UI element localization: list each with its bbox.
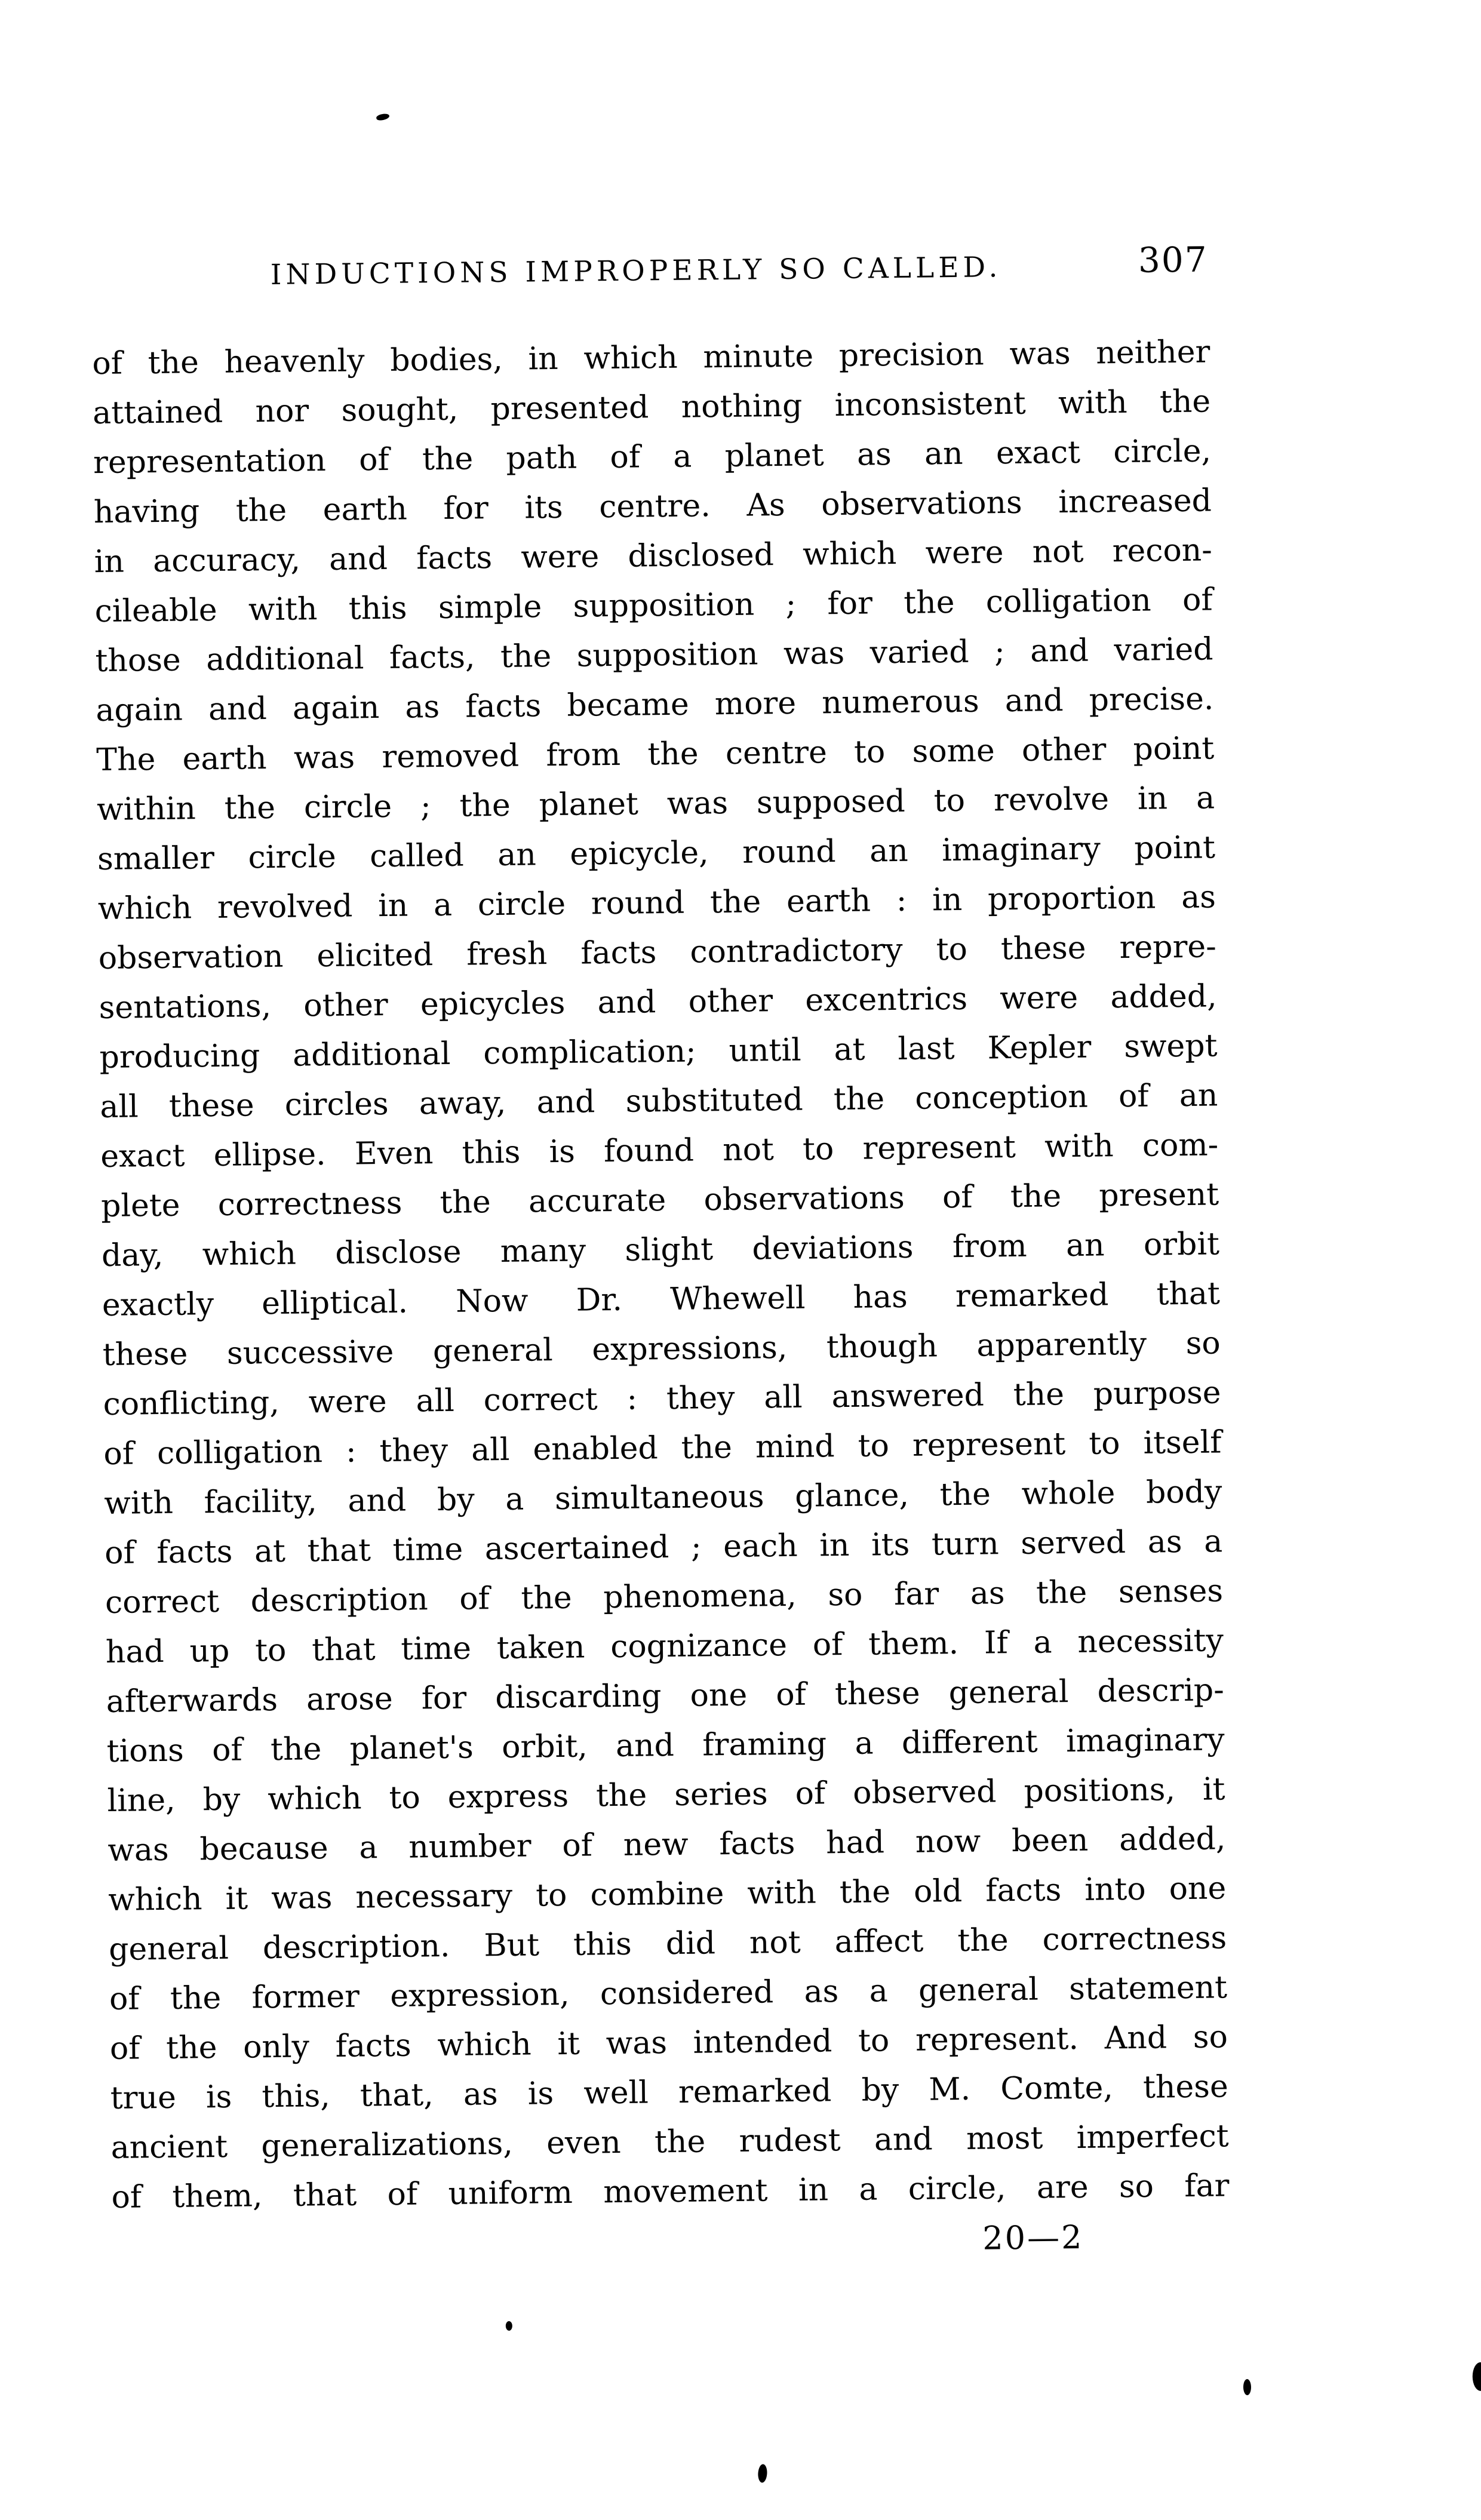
ink-speck-icon — [506, 2321, 512, 2331]
text-line: all these circles away, and substituted the conception of an — [100, 1077, 1218, 1126]
text-line: which revolved in a circle round the earth : in proportion as — [97, 879, 1216, 927]
text-line: within the circle ; the planet was supposed to revolve in a — [96, 780, 1215, 828]
text-line: correct description of the phenomena, so far as the senses — [105, 1573, 1224, 1621]
text-line: sentations, other epicycles and other excentrics were added, — [99, 978, 1217, 1027]
ink-dash-mark — [376, 113, 390, 122]
text-line: producing additional complication; until at last Kepler swept — [99, 1028, 1218, 1076]
text-line: of colligation : they all enabled the mind to represent to itself — [103, 1424, 1222, 1472]
text-line: plete correctness the accurate observations of the present — [100, 1176, 1219, 1225]
text-line: true is this, that, as is well remarked by M. Comte, these — [110, 2069, 1229, 2116]
text-line: exactly elliptical. Now Dr. Whewell has remarked that — [102, 1276, 1221, 1323]
ink-speck-icon — [758, 2464, 768, 2483]
page-number: 307 — [1138, 239, 1209, 281]
text-line: smaller circle called an epicycle, round an imaginary point — [97, 829, 1216, 878]
running-head — [91, 239, 1209, 297]
text-line: general description. But this did not affect the correctness — [108, 1920, 1227, 1968]
text-line: ancient generalizations, even the rudest and most imperfect — [110, 2118, 1229, 2166]
text-line: with facility, and by a simultaneous glance, the whole body — [104, 1474, 1222, 1522]
text-line: tions of the planet's orbit, and framing a different imaginary — [106, 1722, 1225, 1769]
text-line: had up to that time taken cognizance of them. If a necessity — [105, 1622, 1224, 1670]
text-line: again and again as facts became more numerous and precise. — [96, 681, 1214, 729]
text-line: afterwards arose for discarding one of these general descrip- — [106, 1672, 1225, 1720]
text-line: of the only facts which it was intended to represent. And so — [109, 2019, 1228, 2067]
ink-speck-icon — [1243, 2379, 1251, 2395]
text-line: having the earth for its centre. As observations increased — [93, 483, 1212, 531]
text-line: representation of the path of a planet as an exact circle, — [93, 433, 1212, 481]
text-line: attained nor sought, presented nothing inconsistent with the — [92, 383, 1211, 432]
page-title: INDUCTIONS IMPROPERLY SO CALLED. — [270, 251, 1002, 291]
signature-mark: 20—2 — [982, 2218, 1084, 2257]
body-text — [92, 327, 1230, 2222]
text-line: was because a number of new facts had now been added, — [107, 1821, 1226, 1869]
text-line: observation elicited fresh facts contradictory to these repre- — [98, 929, 1217, 977]
text-line: day, which disclose many slight deviations from an orbit — [101, 1226, 1220, 1274]
text-line: conflicting, were all correct : they all answered the purpose — [103, 1375, 1221, 1422]
text-line: line, by which to express the series of observed positions, it — [107, 1771, 1225, 1819]
text-line: these successive general expressions, though apparently so — [102, 1325, 1221, 1373]
text-line: which it was necessary to combine with the old facts into one — [108, 1870, 1227, 1918]
text-line: of the former expression, considered as a general statement — [109, 1969, 1228, 2017]
text-line: of facts at that time ascertained ; each in its turn served as a — [104, 1523, 1223, 1571]
text-line: exact ellipse. Even this is found not to represent with com- — [100, 1127, 1219, 1175]
text-line: in accuracy, and facts were disclosed which were not recon- — [94, 532, 1213, 580]
text-line: of the heavenly bodies, in which minute precision was neither — [92, 334, 1210, 382]
text-line: The earth was removed from the centre to some other point — [96, 730, 1215, 779]
text-line: of them, that of uniform movement in a circle, are so far — [111, 2168, 1230, 2215]
text-line: those additional facts, the supposition was varied ; and varied — [95, 631, 1213, 680]
ink-speck-icon — [1473, 2362, 1481, 2391]
text-line: cileable with this simple supposition ; for the colligation of — [94, 582, 1213, 630]
